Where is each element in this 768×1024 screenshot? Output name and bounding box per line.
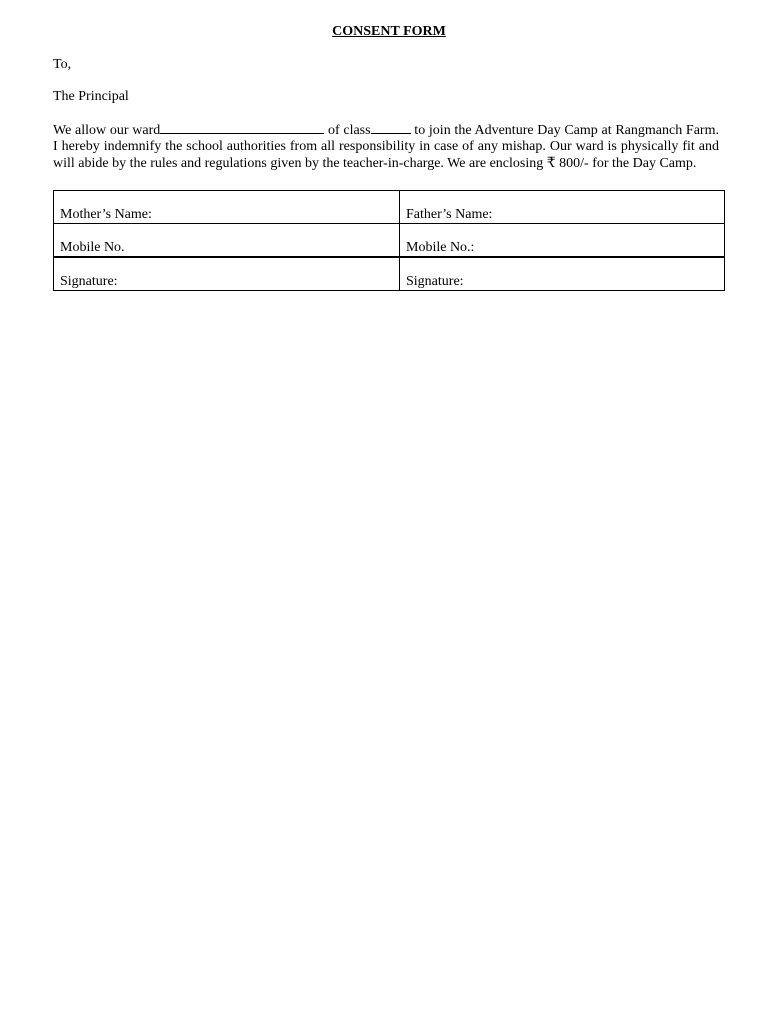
father-mobile-cell[interactable]: Mobile No.: <box>400 224 725 258</box>
mother-mobile-cell[interactable]: Mobile No. <box>54 224 400 258</box>
ward-name-blank[interactable] <box>160 121 324 134</box>
father-signature-cell[interactable]: Signature: <box>400 257 725 291</box>
mother-name-cell[interactable]: Mother’s Name: <box>54 191 400 224</box>
recipient-line: The Principal <box>53 89 129 104</box>
consent-text-part-1: We allow our ward <box>53 123 161 138</box>
consent-form-page <box>53 24 725 289</box>
father-name-cell[interactable]: Father’s Name: <box>400 191 725 224</box>
table-row <box>54 224 725 258</box>
consent-text-part-2: of class <box>324 123 371 138</box>
parent-details-table <box>53 190 725 291</box>
table-row <box>54 191 725 224</box>
mother-signature-cell[interactable]: Signature: <box>54 257 400 291</box>
table-row <box>54 257 725 291</box>
consent-text-part-3: to join the Adventure Day Camp at Rangmanch Farm. I hereby indemnify the school authorities from all responsibility in case of any mishap. Our ward is physically fit and will abide by the rules and regulations given by the teacher-in-charge. We are enclosing ₹ 800/- for the Day Camp. <box>53 123 719 171</box>
salutation-to: To, <box>53 57 72 72</box>
page-title: CONSENT FORM <box>332 24 446 39</box>
class-blank[interactable] <box>371 121 411 134</box>
consent-paragraph <box>53 121 719 172</box>
